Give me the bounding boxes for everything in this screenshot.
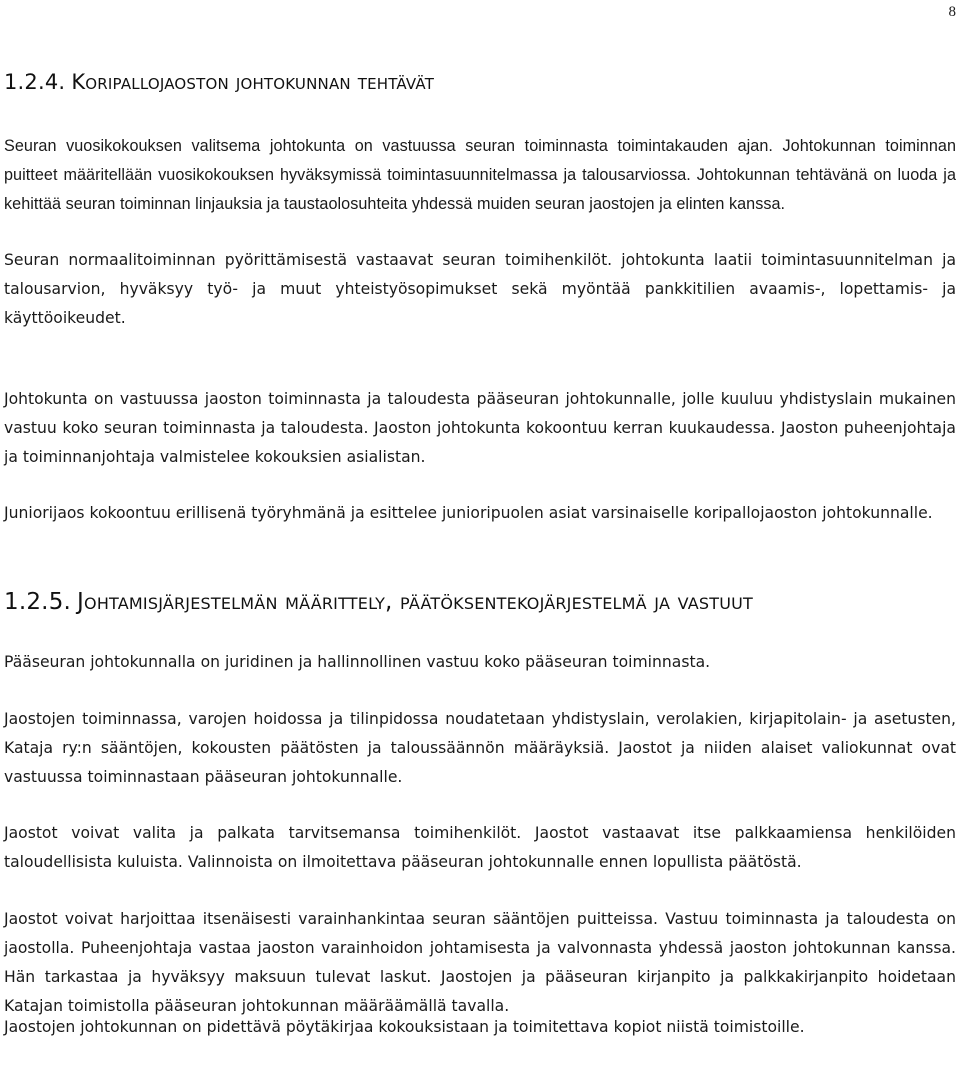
paragraph: Jaostot voivat harjoittaa itsenäisesti varainhankintaa seuran sääntöjen puitteissa. Vastuu toiminnasta ja taloudesta on jaostolla. Puheenjohtaja vastaa jaoston varainhoidon johtamisesta ja valvonnasta yhdessä jaoston johtokunnan kanssa. Hän tarkastaa ja hyväksyy maksuun tulevat laskut. Jaostojen ja pääseuran kirjanpito ja palkkakirjanpito hoidetaan Katajan toimistolla pääseuran johtokunnan määräämällä tavalla. (4, 910, 956, 1015)
paragraph: Pääseuran johtokunnalla on juridinen ja hallinnollinen vastuu koko pääseuran toiminnasta. (4, 653, 711, 671)
section-title: Koripallojaoston johtokunnan tehtävät (71, 70, 435, 94)
page-number: 8 (948, 4, 956, 20)
paragraph: Seuran normaalitoiminnan pyörittämisestä vastaavat seuran toimihenkilöt. johtokunta laatii toimintasuunnitelman ja talousarvion, hyväksyy työ- ja muut yhteistyösopimukset sekä myöntää pankkitilien avaamis-, lopettamis- ja käyttöoikeudet. (4, 251, 956, 327)
section-number: 1.2.5. (4, 589, 72, 615)
paragraph: Jaostojen johtokunnan on pidettävä pöytäkirjaa kokouksistaan ja toimitettava kopiot niistä toimistoille. (4, 1018, 805, 1036)
section-heading-1-2-4 (4, 70, 434, 94)
paragraph: Juniorijaos kokoontuu erillisenä työryhmänä ja esittelee junioripuolen asiat varsinaiselle koripallojaoston johtokunnalle. (4, 504, 933, 522)
paragraph: Jaostot voivat valita ja palkata tarvitsemansa toimihenkilöt. Jaostot vastaavat itse palkkaamiensa henkilöiden taloudellisista kuluista. Valinnoista on ilmoitettava pääseuran johtokunnalle ennen lopullista päätöstä. (4, 824, 956, 871)
section-title: Johtamisjärjestelmän määrittely, päätöksentekojärjestelmä ja vastuut (77, 589, 753, 615)
paragraph: Seuran vuosikokouksen valitsema johtokunta on vastuussa seuran toiminnasta toimintakauden ajan. Johtokunnan toiminnan puitteet määritellään vuosikokouksen hyväksymissä toimintasuunnitelmassa ja talousarviossa. Johtokunnan tehtävänä on luoda ja kehittää seuran toiminnan linjauksia ja taustaolosuhteita yhdessä muiden seuran jaostojen ja elinten kanssa. (4, 137, 956, 213)
paragraph: Johtokunta on vastuussa jaoston toiminnasta ja taloudesta pääseuran johtokunnalle, jolle kuuluu yhdistyslain mukainen vastuu koko seuran toiminnasta ja taloudesta. Jaoston johtokunta kokoontuu kerran kuukaudessa. Jaoston puheenjohtaja ja toiminnanjohtaja valmistelee kokouksien asialistan. (4, 390, 956, 466)
section-number: 1.2.4. (4, 70, 66, 94)
section-heading-1-2-5 (4, 589, 753, 615)
paragraph: Jaostojen toiminnassa, varojen hoidossa ja tilinpidossa noudatetaan yhdistyslain, verolakien, kirjapitolain- ja asetusten, Kataja ry:n sääntöjen, kokousten päätösten ja taloussäännön määräyksiä. Jaostot ja niiden alaiset valiokunnat ovat vastuussa toiminnastaan pääseuran johtokunnalle. (4, 710, 956, 786)
